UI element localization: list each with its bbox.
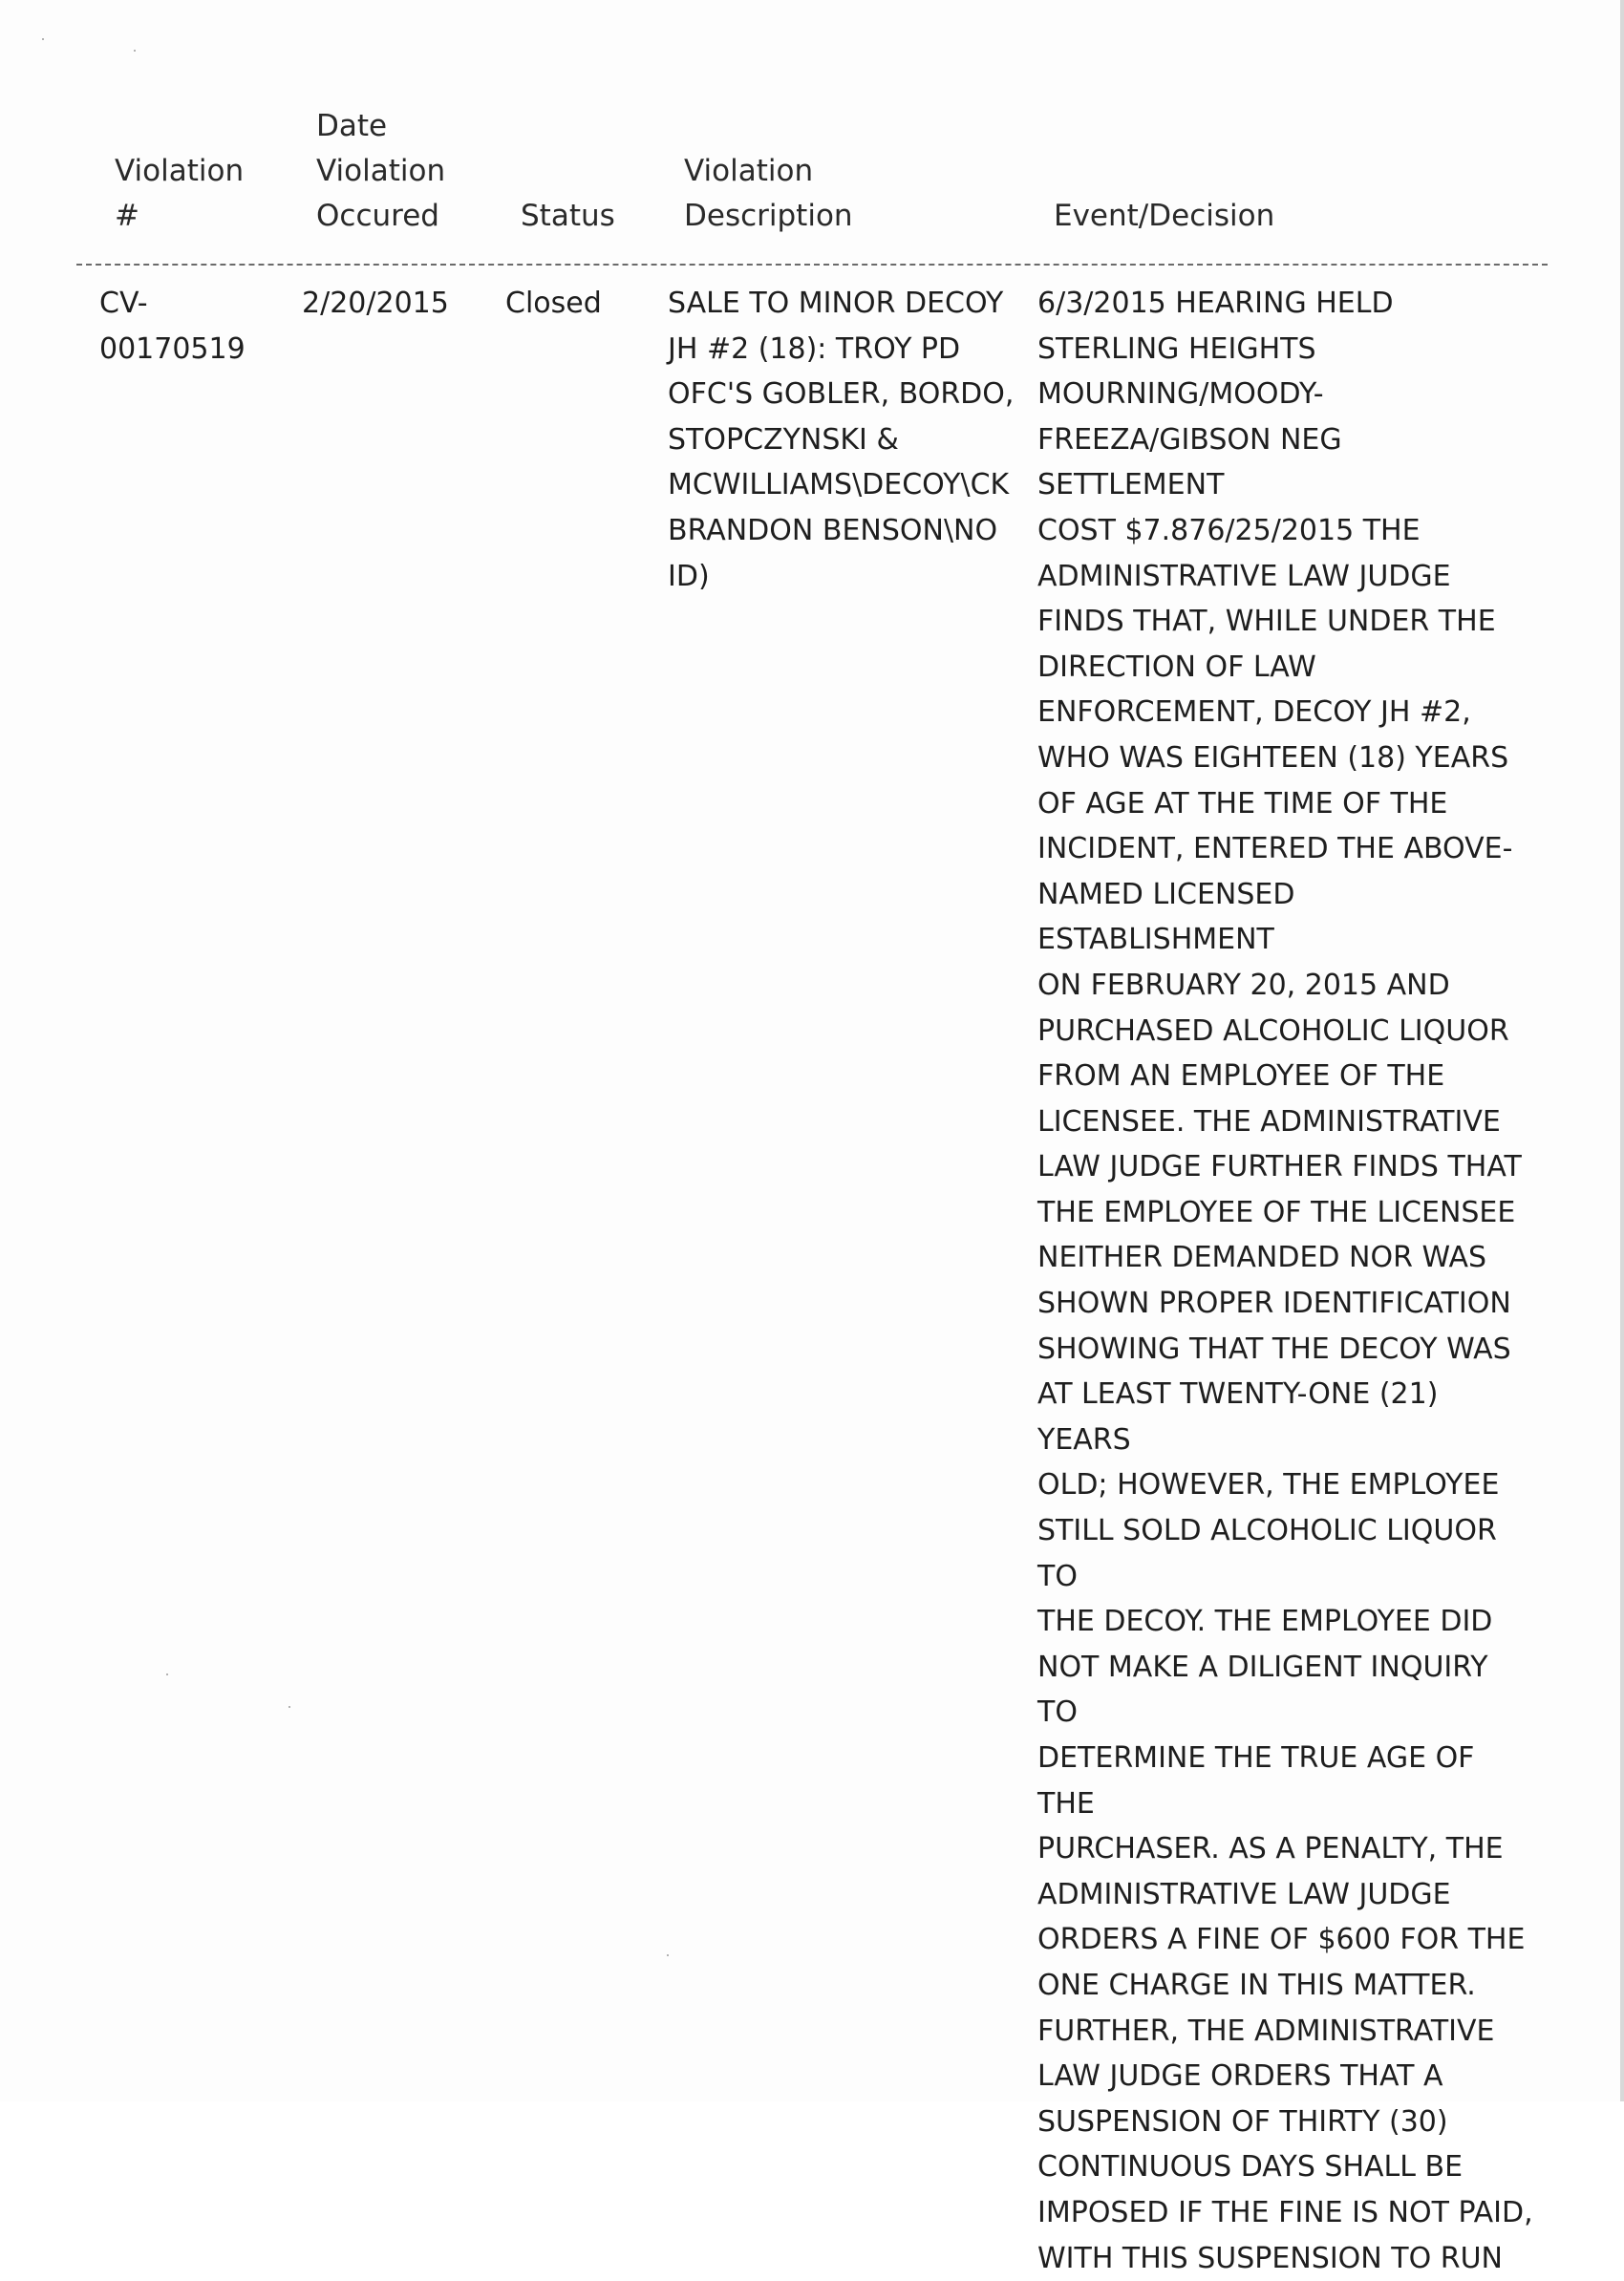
header-description-text: Violation Description [684,154,853,233]
header-status-text: Status [521,199,615,233]
header-date-occurred-text: Date Violation Occured [316,109,446,233]
cell-event-decision: 6/3/2015 HEARING HELD STERLING HEIGHTS MOURNING/MOODY- FREEZA/GIBSON NEG SETTLEMENT COST $7.876/25/2015 THE ADMINISTRATIVE LAW JUDGE FINDS THAT, WHILE UNDER THE DIRECTION OF LAW ENFORCEMENT, DECOY JH #2, WHO WAS EIGHTEEN (18) YEARS OF AGE AT THE TIME OF THE INCIDENT, ENTERED THE ABOVE- NAMED LICENSED ESTABLISHMENT ON FEBRUARY 20, 2015 AND PURCHASED ALCOHOLIC LIQUOR FROM AN EMPLOYEE OF THE LICENSEE. THE ADMINISTRATIVE LAW JUDGE FURTHER FINDS THAT THE EMPLOYEE OF THE LICENSEE NEITHER DEMANDED NOR WAS SHOWN PROPER IDENTIFICATION SHOWING THAT THE DECOY WAS AT LEAST TWENTY-ONE (21) YEARS OLD; HOWEVER, THE EMPLOYEE STILL SOLD ALCOHOLIC LIQUOR TO THE DECOY. THE EMPLOYEE DID NOT MAKE A DILIGENT INQUIRY TO DETERMINE THE TRUE AGE OF THE PURCHASER. AS A PENALTY, THE ADMINISTRATIVE LAW JUDGE ORDERS A FINE OF $600 FOR THE ONE CHARGE IN THIS MATTER. FURTHER, THE ADMINISTRATIVE LAW JUDGE ORDERS THAT A SUSPENSION OF THIRTY (30) CONTINUOUS DAYS SHALL BE IMPOSED IF THE FINE IS NOT PAID, WITH THIS SUSPENSION TO RUN [1037,287,1533,2275]
scan-speck [288,1706,290,1708]
scan-speck [667,1954,669,1956]
scan-speck [134,50,136,52]
header-violation-number-text: Violation # [115,154,245,233]
header-date-occurred [316,101,507,239]
scan-edge [1620,0,1624,2101]
header-description [684,101,932,239]
scan-speck [42,38,44,40]
cell-date-occurred: 2/20/2015 [302,287,449,320]
header-divider [76,264,1548,266]
cell-description: SALE TO MINOR DECOY JH #2 (18): TROY PD OFC'S GOBLER, BORDO, STOPCZYNSKI & MCWILLIAMS\DECOY\CK BRANDON BENSON\NO ID) [668,287,1015,593]
header-status [521,101,645,239]
header-event-decision [1054,101,1340,239]
header-violation-number [115,104,277,239]
header-event-decision-text: Event/Decision [1054,199,1275,233]
cell-violation-number: CV- 00170519 [99,287,246,366]
scan-speck [166,1673,168,1675]
cell-status: Closed [505,287,602,320]
